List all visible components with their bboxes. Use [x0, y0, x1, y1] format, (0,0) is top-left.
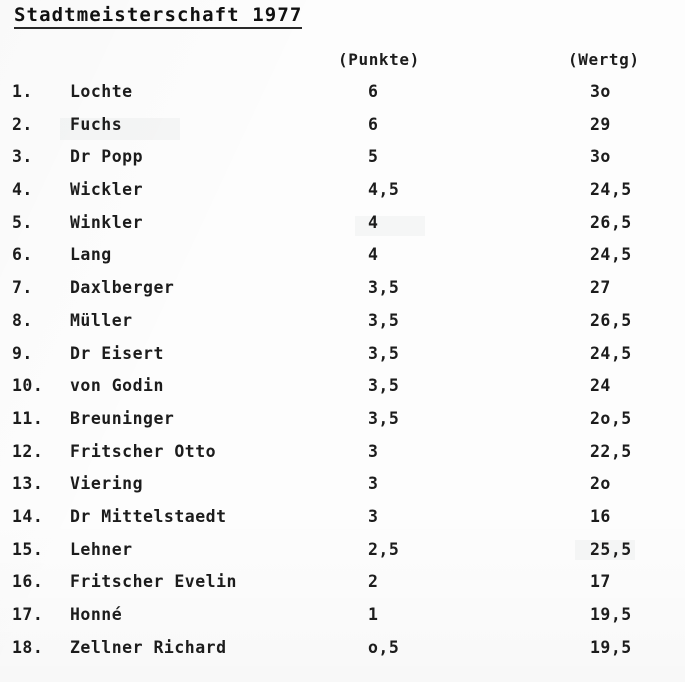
row-rank: 11.	[12, 408, 44, 428]
row-points: 3,5	[368, 408, 400, 428]
row-value: 27	[590, 278, 611, 298]
row-rank: 9.	[12, 343, 33, 363]
row-points: 6	[368, 82, 379, 101]
table-row	[0, 507, 685, 540]
row-points: 3	[368, 441, 379, 461]
row-value: 2o	[590, 474, 611, 494]
results-table	[0, 82, 685, 670]
row-value: 24,5	[590, 180, 632, 200]
column-header-value: (Wertg)	[568, 50, 640, 69]
table-row	[0, 540, 685, 573]
row-name: Fritscher Evelin	[70, 572, 237, 592]
row-value: 19,5	[590, 637, 632, 657]
row-name: Dr Mittelstaedt	[70, 506, 227, 526]
row-rank: 2.	[12, 114, 33, 134]
table-row	[0, 605, 685, 638]
row-rank: 13.	[12, 474, 44, 494]
table-row	[0, 82, 685, 115]
row-rank: 7.	[12, 278, 33, 298]
column-header-points: (Punkte)	[338, 50, 420, 69]
row-name: Lehner	[70, 539, 133, 559]
row-rank: 10.	[12, 376, 44, 396]
row-value: 24	[590, 376, 611, 396]
table-row	[0, 278, 685, 311]
row-value: 24,5	[590, 343, 632, 363]
row-value: 3o	[590, 82, 611, 101]
row-rank: 15.	[12, 539, 44, 559]
table-row	[0, 344, 685, 377]
row-name: Breuninger	[70, 408, 175, 428]
row-name: Wickler	[70, 180, 144, 200]
row-points: 5	[368, 147, 379, 167]
table-row	[0, 638, 685, 671]
row-value: 29	[590, 114, 611, 134]
row-value: 19,5	[590, 605, 632, 624]
row-rank: 16.	[12, 572, 44, 592]
table-row	[0, 409, 685, 442]
row-value: 3o	[590, 147, 611, 167]
row-points: 2	[368, 572, 379, 592]
row-points: 2,5	[368, 539, 400, 559]
row-value: 17	[590, 572, 611, 592]
row-rank: 4.	[12, 180, 33, 200]
row-points: 3,5	[368, 343, 400, 363]
row-name: von Godin	[70, 376, 164, 396]
row-points: 4	[368, 245, 379, 265]
row-value: 2o,5	[590, 408, 632, 428]
row-value: 16	[590, 506, 611, 526]
row-rank: 1.	[12, 82, 33, 101]
row-points: 3	[368, 506, 379, 526]
table-row	[0, 115, 685, 148]
row-points: 3,5	[368, 310, 400, 330]
table-row	[0, 213, 685, 246]
column-headers	[0, 50, 685, 74]
row-name: Fritscher Otto	[70, 441, 217, 461]
row-value: 24,5	[590, 245, 632, 265]
page-title: Stadtmeisterschaft 1977	[14, 4, 302, 29]
row-name: Dr Eisert	[70, 343, 164, 363]
row-rank: 8.	[12, 310, 33, 330]
row-name: Daxlberger	[70, 278, 175, 298]
row-points: 4	[368, 212, 379, 232]
row-points: 1	[368, 605, 379, 624]
row-points: 4,5	[368, 180, 400, 200]
table-row	[0, 147, 685, 180]
table-row	[0, 376, 685, 409]
table-row	[0, 311, 685, 344]
row-rank: 17.	[12, 605, 44, 624]
row-rank: 12.	[12, 441, 44, 461]
row-name: Müller	[70, 310, 133, 330]
table-row	[0, 442, 685, 475]
table-row	[0, 245, 685, 278]
table-row	[0, 180, 685, 213]
row-value: 22,5	[590, 441, 632, 461]
table-row	[0, 572, 685, 605]
row-name: Fuchs	[70, 114, 123, 134]
row-name: Lochte	[70, 82, 133, 101]
row-rank: 3.	[12, 147, 33, 167]
row-name: Honné	[70, 605, 123, 624]
row-name: Winkler	[70, 212, 144, 232]
row-name: Viering	[70, 474, 144, 494]
row-points: o,5	[368, 637, 400, 657]
row-points: 3,5	[368, 376, 400, 396]
row-name: Dr Popp	[70, 147, 144, 167]
row-name: Lang	[70, 245, 112, 265]
row-name: Zellner Richard	[70, 637, 227, 657]
row-rank: 14.	[12, 506, 44, 526]
row-rank: 6.	[12, 245, 33, 265]
row-value: 26,5	[590, 310, 632, 330]
row-points: 6	[368, 114, 379, 134]
table-row	[0, 474, 685, 507]
row-rank: 18.	[12, 637, 44, 657]
row-value: 25,5	[590, 539, 632, 559]
row-points: 3,5	[368, 278, 400, 298]
row-rank: 5.	[12, 212, 33, 232]
row-points: 3	[368, 474, 379, 494]
row-value: 26,5	[590, 212, 632, 232]
